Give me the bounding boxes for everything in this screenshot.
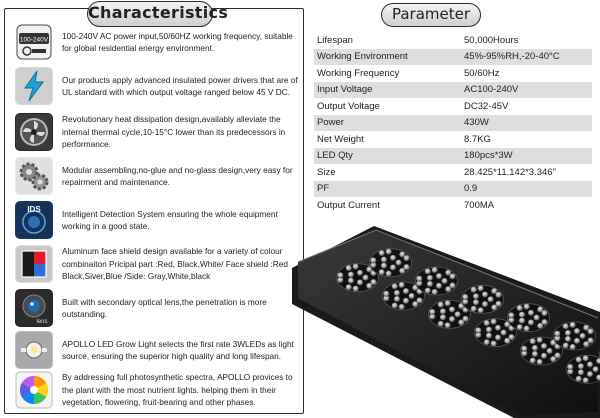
feature-item-heat <box>15 113 301 151</box>
table-row <box>314 98 592 115</box>
param-value: AC100-240V <box>464 84 519 96</box>
param-value: DC32-45V <box>464 100 509 112</box>
param-value: 8.7KG <box>464 133 491 145</box>
param-value: 45%-95%RH,-20-40°C <box>464 51 560 63</box>
param-value: 430W <box>464 117 489 129</box>
table-row <box>314 32 592 49</box>
svg-text:lens: lens <box>36 319 48 325</box>
svg-text:IDS: IDS <box>27 205 41 214</box>
feature-text: Revolutionary heat dissipation design,availably alleviate the internal thermal cycle,10-15°C lower than its predecessors in performance. <box>62 114 286 150</box>
voltage-plug-icon <box>15 23 53 61</box>
table-row <box>314 82 592 99</box>
feature-text: Modular assembling,no-glue and no-glass design,very easy for repairment and maintenance. <box>62 164 293 187</box>
table-row <box>314 164 592 181</box>
feature-item-shield <box>15 245 301 283</box>
table-row <box>314 115 592 132</box>
led-module <box>508 304 550 332</box>
gears-icon <box>15 157 53 195</box>
feature-text: Built with secondary optical lens,the penetration is more outstanding. <box>62 296 267 319</box>
feature-text: By addressing full photosynthetic spectra, APOLLO provices to the plant with the most nutrient lights. helping them in their vegetation, flowering, fruit-bearing and other phases. <box>62 372 293 408</box>
param-key: PF <box>317 183 330 195</box>
led-module <box>554 322 596 350</box>
param-value: 0.9 <box>464 183 478 195</box>
param-key: Net Weight <box>317 133 364 145</box>
param-value: 50/60Hz <box>464 67 500 79</box>
param-key: Output Voltage <box>317 100 380 112</box>
feature-item-ids <box>15 201 301 239</box>
feature-text: Our products apply advanced insulated power drivers that are of UL standard with which output voltage ranged below 45 V DC. <box>62 74 298 97</box>
characteristics-title: Characteristics <box>87 1 213 27</box>
parameter-title: Parameter <box>381 3 481 27</box>
cooling-fan-icon <box>15 113 53 151</box>
feature-text: 100-240V AC power input,50/60HZ working frequency, suitable for global residential energy environment. <box>62 30 293 53</box>
param-value: 180pcs*3W <box>464 150 513 162</box>
param-value: 28.425*11.142*3.346" <box>464 166 556 178</box>
table-row <box>314 197 592 214</box>
feature-text: Aluminum face shield design available for a variety of colour combinaiton Pricipal part :Red, Black,White/ Face shield :Red Black,Siver,Blue /Side: Gray,White,black <box>62 246 288 282</box>
led-module <box>416 267 458 295</box>
feature-item-led <box>15 331 301 369</box>
led-chip-icon <box>15 331 53 369</box>
table-row <box>314 49 592 66</box>
table-row <box>314 181 592 198</box>
led-module <box>462 285 504 313</box>
table-row <box>314 148 592 165</box>
param-key: Lifespan <box>317 34 353 46</box>
table-row <box>314 131 592 148</box>
param-key: Size <box>317 166 336 178</box>
param-key: Input Voltage <box>317 84 373 96</box>
param-value: 50,000Hours <box>464 34 519 46</box>
feature-item-driver <box>15 67 301 105</box>
feature-text: APOLLO LED Grow Light selects the first rate 3WLEDs as light source, ensuring the superior high quality and long lifespan. <box>62 338 294 361</box>
param-key: Power <box>317 117 344 129</box>
color-shield-icon <box>15 245 53 283</box>
led-grow-light-image <box>272 226 600 418</box>
parameter-table <box>314 32 592 214</box>
spectrum-wheel-icon <box>15 371 53 409</box>
table-row <box>314 65 592 82</box>
characteristics-panel <box>4 3 304 414</box>
feature-item-spectrum <box>15 371 301 409</box>
feature-item-lens <box>15 289 301 327</box>
param-key: Working Environment <box>317 51 408 63</box>
param-key: LED Qty <box>317 150 353 162</box>
feature-item-modular <box>15 157 301 195</box>
param-value: 700MA <box>464 199 495 211</box>
param-key: Output Current <box>317 199 380 211</box>
feature-item-power-input <box>15 23 301 61</box>
feature-text: Intelligent Detection System ensuring the whole equipment working in a good state. <box>62 208 278 231</box>
ids-chip-icon <box>15 201 53 239</box>
lens-icon <box>15 289 53 327</box>
led-module <box>370 249 412 277</box>
param-key: Working Frequency <box>317 67 400 79</box>
lightning-bolt-icon <box>15 67 53 105</box>
svg-text:100-240V: 100-240V <box>19 36 49 44</box>
